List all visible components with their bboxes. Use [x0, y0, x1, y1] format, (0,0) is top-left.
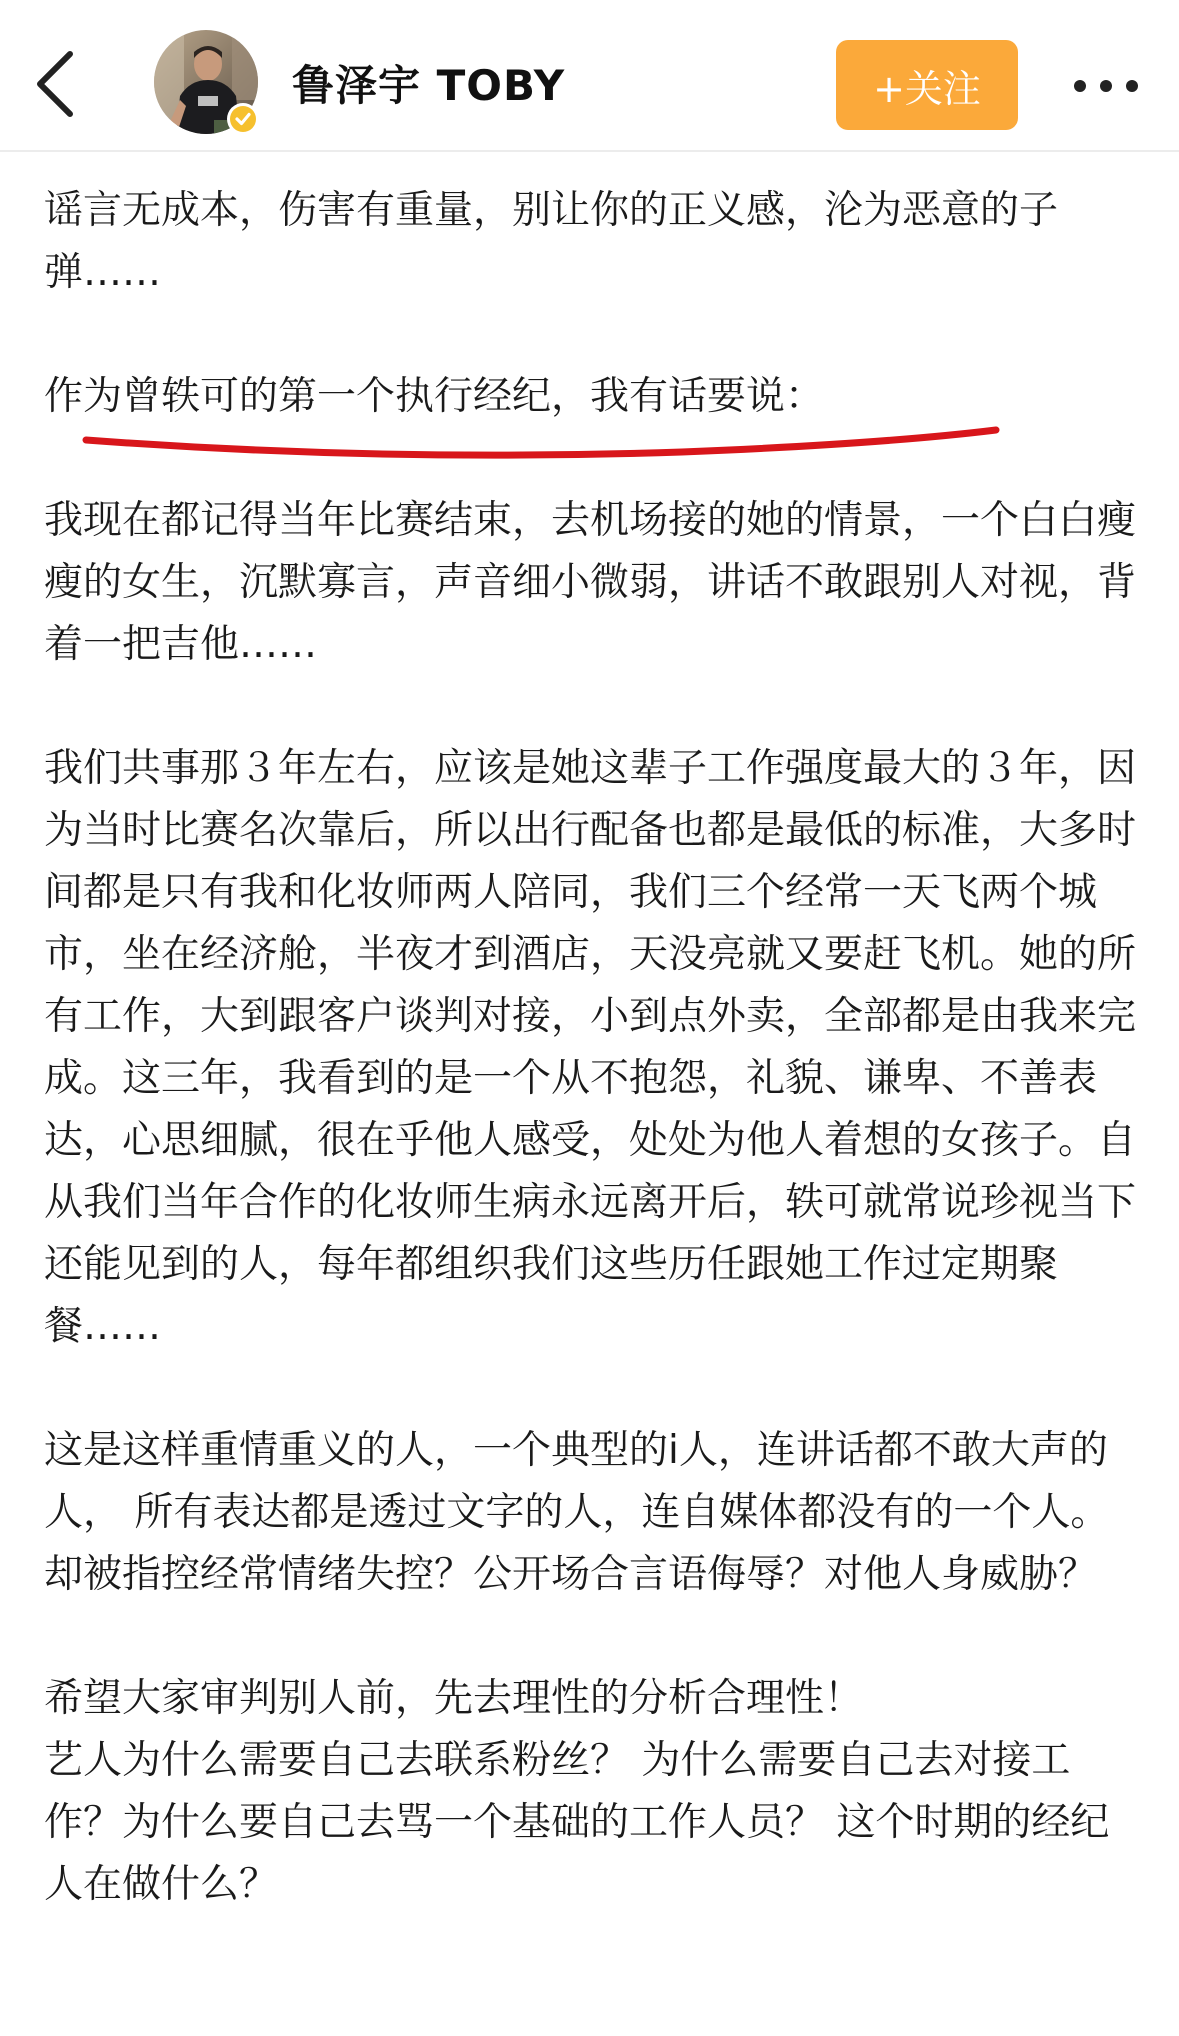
post-paragraph: 作为曾轶可的第一个执行经纪，我有话要说：	[44, 374, 825, 419]
avatar[interactable]	[154, 30, 264, 140]
username[interactable]: 鲁泽宇 TOBY	[292, 61, 566, 110]
more-horizontal-icon	[1066, 66, 1146, 106]
post-header	[0, 0, 1179, 152]
post-paragraph: 希望大家审判别人前，先去理性的分析合理性！	[44, 1676, 864, 1721]
post-paragraph: 这是这样重情重义的人，一个典型的i人，连讲话都不敢大声的人， 所有表达都是透过文字的人，连自媒体都没有的一个人。 却被指控经常情绪失控？公开场合言语侮辱？对他人身威胁？	[44, 1428, 1122, 1597]
more-button[interactable]	[1066, 66, 1146, 106]
follow-button[interactable]	[836, 40, 1018, 130]
follow-button-label: +关注	[873, 66, 981, 111]
red-underline-annotation	[82, 418, 1002, 462]
post-paragraph: 我现在都记得当年比赛结束，去机场接的她的情景，一个白白瘦瘦的女生，沉默寡言，声音细小微弱，讲话不敢跟别人对视，背着一把吉他……	[44, 498, 1137, 667]
post-paragraph: 谣言无成本，伤害有重量，别让你的正义感，沦为恶意的子弹……	[44, 188, 1059, 295]
chevron-left-icon	[24, 44, 88, 124]
back-button[interactable]	[24, 44, 88, 124]
verified-badge-icon	[226, 102, 260, 136]
post-paragraph: 艺人为什么需要自己去联系粉丝？ 为什么需要自己去对接工作？为什么要自己去骂一个基础的工作人员？ 这个时期的经纪人在做什么？	[44, 1738, 1110, 1907]
header-divider	[0, 150, 1179, 152]
post-paragraph: 我们共事那３年左右，应该是她这辈子工作强度最大的３年，因为当时比赛名次靠后，所以出行配备也都是最低的标准，大多时间都是只有我和化妆师两人陪同，我们三个经常一天飞两个城市，坐在经济舱，半夜才到酒店，天没亮就又要赶飞机。她的所有工作，大到跟客户谈判对接，小到点外卖，全部都是由我来完成。这三年，我看到的是一个从不抱怨，礼貌、谦卑、不善表达，心思细腻，很在乎他人感受，处处为他人着想的女孩子。自从我们当年合作的化妆师生病永远离开后，轶可就常说珍视当下还能见到的人，每年都组织我们这些历任跟她工作过定期聚餐……	[44, 746, 1137, 1349]
